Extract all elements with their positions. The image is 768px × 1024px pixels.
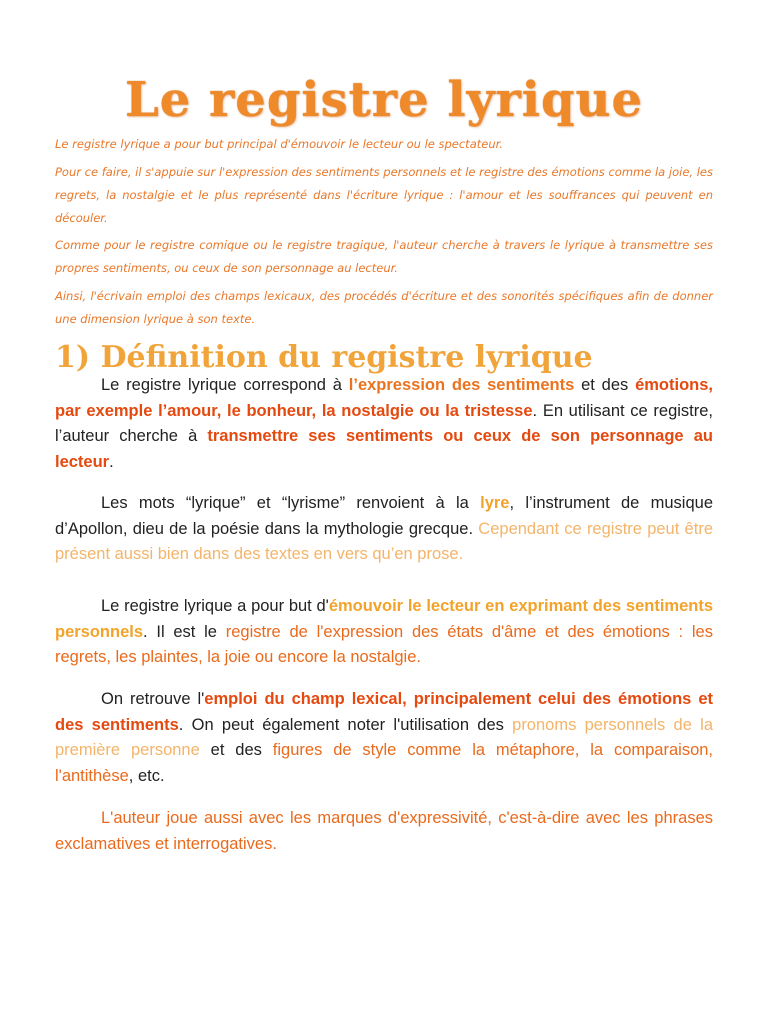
paragraph-1-text-3: . En utilisant ce registre, l’auteur cherche à	[55, 401, 714, 445]
paragraph-4-text-4: , etc.	[128, 766, 165, 785]
page-title: Le registre lyrique	[124, 72, 643, 128]
paragraph-1-text-1: Le registre lyrique correspond à	[101, 376, 349, 394]
intro-paragraph-4: Ainsi, l'écrivain emploi des champs lexicaux, des procédés d'écriture et des sonorités spécifiques afin de donner une dimension lyrique à son texte.	[55, 289, 713, 326]
highlight-etats-ame: registre de l'expression des états d'âme et des émotions : les regrets, les plaintes, la joie ou encore la nostalgie.	[55, 622, 713, 666]
paragraph-5: L'auteur joue aussi avec les marques d'expressivité, c'est-à-dire avec les phrases exclamatives et interrogatives.	[55, 809, 713, 853]
paragraph-1-text-4: .	[109, 452, 114, 471]
paragraph-2-text-2: , l’instrument de musique d’Apollon, dieu de la poésie dans la mythologie grecque.	[55, 494, 713, 538]
paragraph-4	[55, 687, 713, 789]
highlight-figures-style: figures de style comme la métaphore, la comparaison, l'antithèse	[55, 741, 714, 785]
intro-paragraph-3: Comme pour le registre comique ou le registre tragique, l'auteur cherche à travers le lyrique à transmettre ses propres sentiments, ou ceux de son personnage au lecteur.	[55, 238, 713, 275]
paragraph-3-text-1: Le registre lyrique a pour but d'	[101, 597, 329, 615]
paragraph-1	[55, 373, 713, 475]
paragraph-1-text-2: et des	[574, 376, 636, 394]
intro-paragraph-1: Le registre lyrique a pour but principal d'émouvoir le lecteur ou le spectateur.	[55, 137, 503, 151]
paragraph-3	[55, 594, 713, 671]
highlight-emotions: émotions, par exemple l’amour, le bonheur, la nostalgie ou la tristesse	[55, 376, 713, 420]
paragraph-3-text-2: . Il est le	[143, 622, 226, 641]
highlight-transmettre: transmettre ses sentiments ou ceux de son personnage au lecteur	[55, 427, 713, 471]
intro-paragraph-2: Pour ce faire, il s'appuie sur l'expression des sentiments personnels et le registre des émotions comme la joie, les regrets, la nostalgie et le plus représenté dans l'écriture lyrique : l'amour et les souffrances qui peuvent en découler.	[55, 165, 713, 225]
highlight-emouvoir: émouvoir le lecteur en exprimant des sentiments personnels	[55, 597, 713, 641]
highlight-lyre: lyre	[480, 494, 510, 512]
highlight-pronoms: pronoms personnels de la première personne	[55, 715, 714, 759]
highlight-expression-sentiments: l’expression des sentiments	[348, 376, 575, 394]
highlight-champ-lexical: emploi du champ lexical, principalement celui des émotions et des sentiments	[55, 690, 713, 734]
paragraph-2	[55, 491, 713, 568]
section-heading: 1) Définition du registre lyrique	[55, 340, 593, 375]
paragraph-4-text-2: . On peut également noter l'utilisation des	[178, 715, 513, 734]
highlight-cependant: Cependant ce registre peut être présent aussi bien dans des textes en vers qu’en prose.	[55, 519, 713, 563]
paragraph-2-text-1: Les mots “lyrique” et “lyrisme” renvoient à la	[101, 494, 481, 512]
paragraph-4-text-1: On retrouve l'	[101, 690, 205, 708]
paragraph-4-text-3: et des	[199, 741, 273, 759]
